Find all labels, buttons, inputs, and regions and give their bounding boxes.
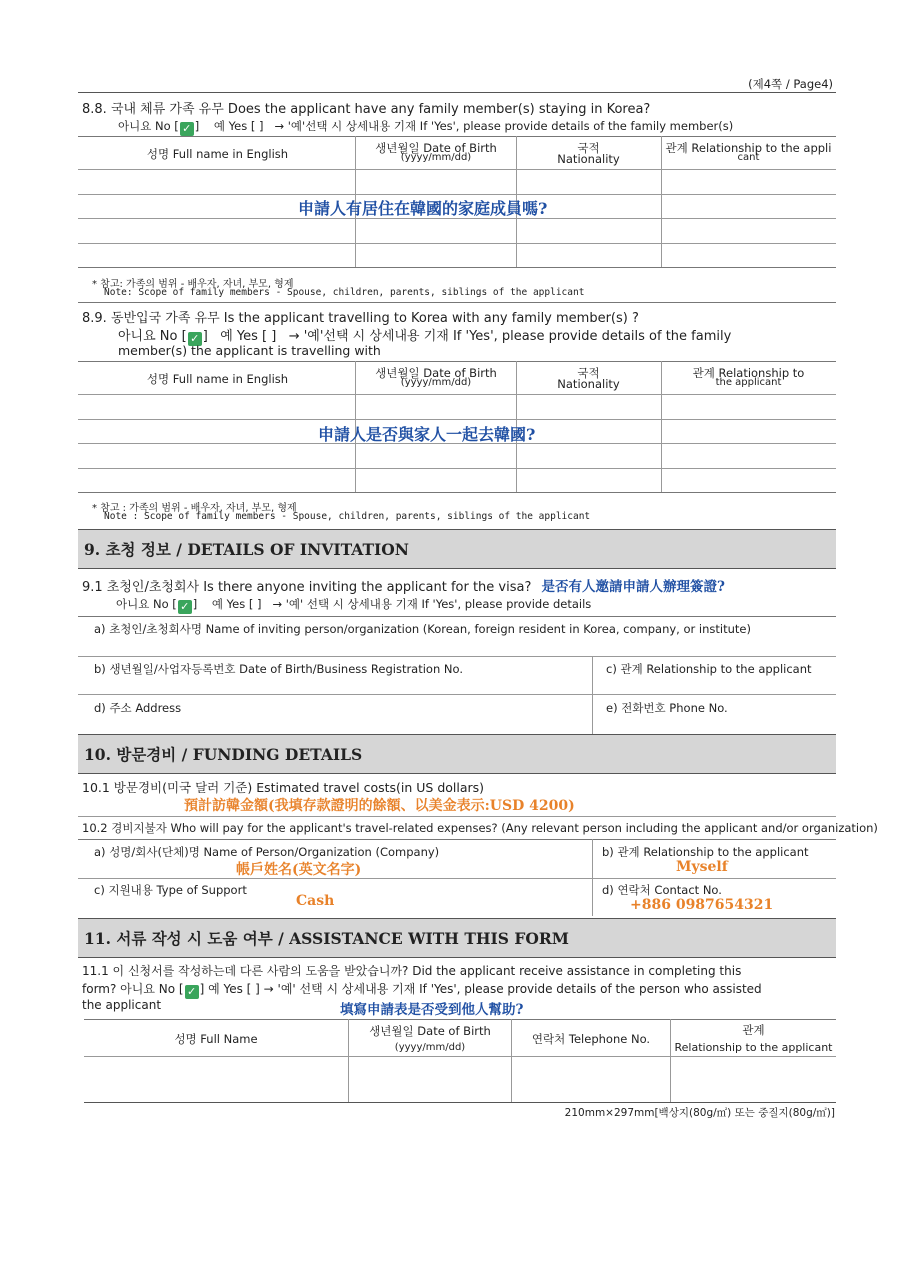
checkbox-no-checked[interactable]: ✓ [188, 332, 202, 346]
question-8-8: 8.8. 국내 체류 가족 유무 Does the applicant have any family member(s) staying in Korea? [82, 102, 651, 117]
annotation-10-1: 預計訪韓金額(我填存款證明的餘額、以美金表示:USD 4200) [184, 798, 575, 814]
col-fullname: 성명 Full name in English [146, 372, 289, 386]
col-dob: 생년월일 Date of Birth [375, 141, 497, 155]
question-10-2: 10.2 경비지불자 Who will pay for the applicant's travel-related expenses? (Any relevant person including the applicant and/or organization) [82, 821, 878, 835]
question-10-1: 10.1 방문경비(미국 달러 기준) Estimated travel costs(in US dollars) [82, 780, 485, 795]
yes-option-label[interactable]: 예 Yes [ ] [211, 597, 262, 611]
section-9-header: 9. 초청 정보 / DETAILS OF INVITATION [78, 529, 836, 569]
field-10-2-d[interactable]: d) 연락처 Contact No. [602, 883, 722, 897]
page-number: (제4쪽 / Page4) [748, 77, 833, 91]
annotation-9-1: 是否有人邀請申請人辦理簽證? [541, 579, 725, 595]
col-dob: 생년월일 Date of Birth [375, 366, 497, 380]
field-10-2-d-value: +886 0987654321 [630, 897, 774, 913]
col-relationship: 관계 [742, 1023, 765, 1037]
field-10-2-c[interactable]: c) 지원내용 Type of Support [94, 883, 247, 897]
checkbox-no-checked[interactable]: ✓ [178, 600, 192, 614]
visa-application-page: (제4쪽 / Page4) 8.8. 국내 체류 가족 유무 Does the applicant have any family member(s) staying in Korea? 아니요 No [ ✓ ] 예 Yes [ ] → '예'선택 시 상세내용 기재 If 'Yes', please provide details of the family member(s) 성명 Full name in English 생년월일 Date of Birth (yyyy/mm/dd) 국적 Nationality 관계 Relationship to the appli cant 申請人有居住在韓國的家庭成員嗎? * 참고: 가족의 범위 - 배우자, 자녀, 부모, 형제 Note: Scope of family members - Spouse, children, parents, siblings of the applicant 8.9. 동반입국 가족 유무 Is the applicant travelling to Korea with any family member(s) ? 아니요 No [ ✓ ] 예 Yes [ ] → '예'선택 시 상세내용 기재 If 'Yes', please provide details of the family member(s) the applicant is travelling with 성명 Full name in English 생년월일 Date of Birth (yyyy/mm/dd) 국적 Nationality 관계 Relationship to the applicant 申請人是否與家人一起去韓國? * 참고 : 가족의 범위 - 배우자, 자녀, 부모, 형제 Note : Scope of family members - Spouse, children, parents, siblings of the applicant 9. 초청 정보 / DETAILS OF INVITATION 9.1 초청인/초청회사 Is there anyone inviting the applicant for the visa? 是否有人邀請申請人辦理簽證? 아니요 No [ ✓ ] 예 Yes [ ] → '예' 선택 시 상세내용 기재 If 'Yes', please provide details a) 초청인/초청회사명 Name of inviting person/organization (Korean, foreign resident in Korea, company, or institute) b) 생년월일/사업자등록번호 Date of Birth/Business Registration No. c) 관계 Relationship to the applicant d) 주소 Address e) 전화번호 Phone No. 10. 방문경비 / FUNDING DETAILS 10.1 방문경비(미국 달러 기준) Estimated travel costs(in US dollars) 預計訪韓金額(我填存款證明的餘額、以美金表示:USD 4200) 10.2 경비지불자 Who will pay for the applicant's travel-related expenses? (Any relevant person including the applicant and/or organization) a) 성명/회사(단체)명 Name of Person/Organization (Company) 帳戶姓名(英文名字) b) 관계 Relationship to the applicant Myself c) 지원내용 Type of Support Cash d) 연락처 Contact No. +886 0987654321 11. 서류 작성 시 도움 여부 / ASSISTANCE WITH THIS FORM 11.1 이 신청서를 작성하는데 다른 사람의 도움을 받았습니까? Did the applicant receive assistance in completing this form? 아니요 No [ ✓ ] 예 Yes [ ] → '예' 선택 시 상세내용 기재 If 'Yes', please provide details of the person who assisted the applicant 填寫申請表是否受到他人幫助? 성명 Full Name 생년월일 Date of Birth (yyyy/mm/dd) 연락처 Telephone No. 관계 Relationship to the applicant 210mm×297mm[백상지(80g/㎡) 또는 중질지(80g/㎡)] [0, 0, 905, 1280]
annotation-8-9: 申請人是否與家人一起去韓國? [318, 425, 536, 444]
col-fullname: 성명 Full name in English [146, 147, 289, 161]
field-9-1-d[interactable]: d) 주소 Address [94, 701, 182, 715]
section-11-header: 11. 서류 작성 시 도움 여부 / ASSISTANCE WITH THIS FORM [78, 918, 836, 958]
annotation-8-8: 申請人有居住在韓國的家庭成員嗎? [298, 199, 548, 218]
col-nationality: 국적 [577, 366, 600, 380]
checkbox-no-checked[interactable]: ✓ [180, 122, 194, 136]
col-nationality: 국적 [577, 141, 600, 155]
question-11-1: 11.1 이 신청서를 작성하는데 다른 사람의 도움을 받았습니까? Did the applicant receive assistance in completing this [82, 964, 742, 978]
col-relationship: 관계 Relationship to the appli [665, 141, 832, 155]
field-10-2-b-value: Myself [676, 859, 728, 875]
field-10-2-c-value: Cash [296, 893, 335, 909]
yes-option-label[interactable]: 예 Yes [ ] [220, 329, 277, 344]
field-9-1-b[interactable]: b) 생년월일/사업자등록번호 Date of Birth/Business Registration No. [94, 662, 463, 676]
field-9-1-e[interactable]: e) 전화번호 Phone No. [606, 701, 728, 715]
checkbox-no-checked[interactable]: ✓ [185, 985, 199, 999]
question-9-1: 9.1 초청인/초청회사 Is there anyone inviting the applicant for the visa? 是否有人邀請申請人辦理簽證? [82, 579, 725, 595]
answer-8-9: 아니요 No [ ✓ ] 예 Yes [ ] → '예'선택 시 상세내용 기재 If 'Yes', please provide details of the family [118, 329, 732, 345]
instruction-text: → '예'선택 시 상세내용 기재 If 'Yes', please provide details of the family member(s) [274, 119, 734, 133]
note-8-8-en: Note: Scope of family members - Spouse, children, parents, siblings of the applicant [104, 287, 585, 298]
note-8-9-en: Note : Scope of family members - Spouse, children, parents, siblings of the applicant [104, 511, 591, 522]
note-8-8-ko: * 참고: 가족의 범위 - 배우자, 자녀, 부모, 형제 [92, 279, 294, 290]
field-10-2-a-value: 帳戶姓名(英文名字) [236, 862, 362, 878]
question-8-9: 8.9. 동반입국 가족 유무 Is the applicant travelling to Korea with any family member(s) ? [82, 311, 639, 326]
col-fullname: 성명 Full Name [174, 1032, 258, 1046]
col-telephone: 연락처 Telephone No. [531, 1032, 651, 1046]
answer-9-1: 아니요 No [ ✓ ] 예 Yes [ ] → '예' 선택 시 상세내용 기재 If 'Yes', please provide details [116, 597, 592, 613]
section-10-header: 10. 방문경비 / FUNDING DETAILS [78, 734, 836, 774]
col-relationship: 관계 Relationship to [692, 366, 805, 380]
field-10-2-a[interactable]: a) 성명/회사(단체)명 Name of Person/Organization (Company) [94, 845, 440, 859]
col-dob: 생년월일 Date of Birth [369, 1024, 491, 1038]
field-10-2-b[interactable]: b) 관계 Relationship to the applicant [602, 845, 809, 859]
answer-11-1: form? 아니요 No [ ✓ ] 예 Yes [ ] → '예' 선택 시 상세내용 기재 If 'Yes', please provide details of the person who assisted [82, 982, 762, 998]
annotation-11-1: 填寫申請表是否受到他人幫助? [340, 1002, 524, 1018]
no-option-label: 아니요 No [ [118, 119, 179, 133]
answer-8-8: 아니요 No [ ✓ ] 예 Yes [ ] → '예'선택 시 상세내용 기재 If 'Yes', please provide details of the family member(s) [118, 119, 734, 135]
paper-size-footer: 210mm×297mm[백상지(80g/㎡) 또는 중질지(80g/㎡)] [564, 1107, 835, 1119]
yes-option-label[interactable]: 예 Yes [ ] [213, 119, 264, 133]
field-9-1-a[interactable]: a) 초청인/초청회사명 Name of inviting person/organization (Korean, foreign resident in Korea, company, or institute) [94, 622, 751, 636]
note-8-9-ko: * 참고 : 가족의 범위 - 배우자, 자녀, 부모, 형제 [92, 503, 297, 514]
field-9-1-c[interactable]: c) 관계 Relationship to the applicant [606, 662, 812, 676]
